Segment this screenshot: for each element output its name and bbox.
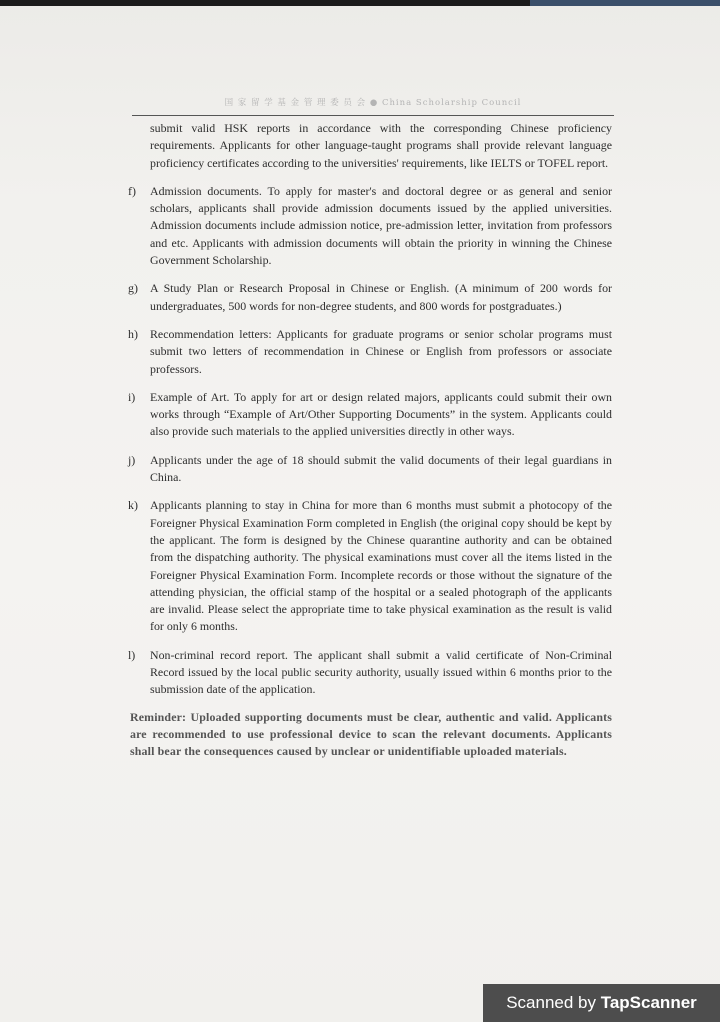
list-marker: k) — [128, 498, 138, 513]
list-marker: l) — [128, 647, 136, 662]
badge-brand: TapScanner — [600, 993, 697, 1012]
list-item-f — [120, 183, 612, 269]
list-marker: f) — [128, 183, 136, 198]
list-item-text: Applicants under the age of 18 should submit the valid documents of their legal guardians in China. — [150, 452, 612, 485]
document-body — [120, 120, 612, 761]
list-marker: j) — [128, 452, 136, 467]
list-item-k — [120, 497, 612, 635]
list-item-i — [120, 389, 612, 441]
list-item-text: Admission documents. To apply for master's and doctoral degree or as general and senior scholars, applicants shall provide admission documents issued by the applied universities. Admission documents include admission notice, pre-admission letter, invitation from professors and etc. Applicants with admission documents will obtain the priority in winning the Chinese Government Scholarship. — [150, 183, 612, 268]
scanner-watermark-badge — [483, 984, 720, 1022]
list-item-text: Non-criminal record report. The applicant shall submit a valid certificate of Non-Criminal Record issued by the local public security authority, usually issued within 6 months prior to the submission date of the application. — [150, 647, 612, 697]
list-item-j — [120, 452, 612, 487]
list-item-text: A Study Plan or Research Proposal in Chinese or English. (A minimum of 200 words for undergraduates, 500 words for non-degree students, and 800 words for postgraduates.) — [150, 281, 612, 313]
scan-top-edge-accent — [530, 0, 720, 6]
list-item-text: Recommendation letters: Applicants for graduate programs or senior scholar programs must submit two letters of recommendation in Chinese or English from professors or associate professors. — [150, 326, 612, 376]
reminder-paragraph: Reminder: Uploaded supporting documents must be clear, authentic and valid. Applicants are recommended to use professional device to scan the relevant documents. Applicants shall bear the consequences caused by unclear or unidentifiable uploaded materials. — [130, 709, 612, 759]
list-marker: h) — [128, 326, 138, 341]
badge-prefix: Scanned by — [506, 993, 601, 1012]
list-marker: i) — [128, 389, 136, 404]
list-item-text: Applicants planning to stay in China for more than 6 months must submit a photocopy of the Foreigner Physical Examination Form completed in English (the original copy should be kept by the applicant. The form is designed by the Chinese quarantine authority and can be obtained from the dispatching authority. The physical examinations must cover all the items listed in the Foreigner Physical Examination Form. Incomplete records or those without the signature of the attending physician, the official stamp of the hospital or a sealed photograph of the applicants are invalid. Please select the appropriate time to take physical examination as the result is valid for only 6 months. — [150, 498, 612, 634]
list-item-h — [120, 326, 612, 378]
list-marker: g) — [128, 281, 138, 296]
header-divider — [132, 115, 614, 116]
list-item-text: Example of Art. To apply for art or design related majors, applicants could submit their own works through “Example of Art/Other Supporting Documents” in the system. Applicants could also provide such materials to the applied universities directly in other ways. — [150, 389, 612, 439]
continuation-paragraph: submit valid HSK reports in accordance with the corresponding Chinese proficiency requirements. Applicants for other language-taught programs shall provide relevant language proficiency certificates according to the universities' requirements, like IELTS or TOFEL report. — [150, 121, 612, 170]
list-item-l — [120, 647, 612, 699]
page-header: 国 家 留 学 基 金 管 理 委 员 会 ● China Scholarship Council — [224, 98, 522, 108]
list-item-g — [120, 280, 612, 315]
